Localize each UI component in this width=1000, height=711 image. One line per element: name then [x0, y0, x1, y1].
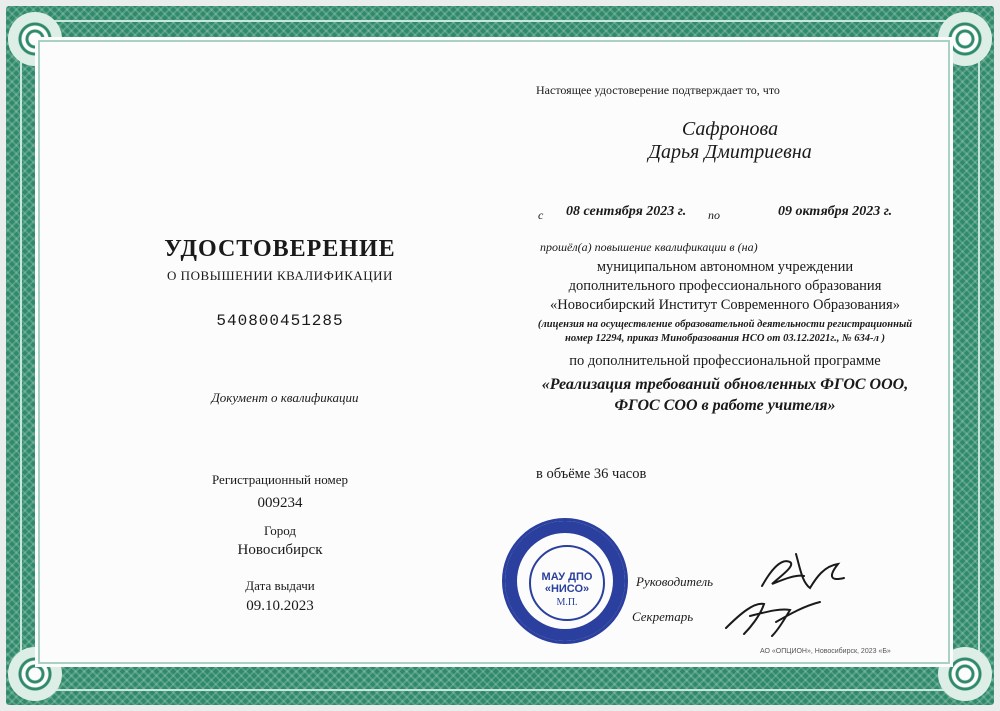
period-to-label: по: [708, 208, 720, 222]
official-stamp: [502, 518, 628, 644]
intro-text: Настоящее удостоверение подтверждает то, что: [536, 83, 780, 97]
period-from-label: с: [538, 208, 544, 222]
organization-line: дополнительного профессионального образования: [568, 278, 882, 294]
organization-line: муниципальном автономном учреждении: [596, 259, 854, 275]
period-to-date: 09 октября 2023 г.: [778, 204, 893, 219]
city-value: Новосибирск: [237, 542, 323, 558]
passed-training-text: прошёл(а) повышение квалификации в (на): [540, 240, 758, 254]
stamp-inner-circle: [529, 545, 605, 621]
period-from-date: 08 сентября 2023 г.: [566, 204, 687, 219]
program-title: «Реализация требований обновленных ФГОС ООО,: [541, 376, 909, 393]
stamp-org-name: МАУ ДПО «НИСО»: [541, 571, 593, 595]
director-signature: [752, 548, 852, 598]
program-title: ФГОС СОО в работе учителя»: [614, 397, 836, 414]
printer-footer: АО «ОПЦИОН», Новосибирск, 2023 «Б»: [760, 648, 891, 655]
program-label: по дополнительной профессиональной программе: [569, 353, 881, 369]
holder-surname: Сафронова: [681, 118, 779, 140]
stamp-mp: М.П.: [556, 597, 578, 608]
certificate-number: 540800451285: [216, 312, 344, 330]
certificate-title: УДОСТОВЕРЕНИЕ: [164, 236, 396, 262]
issue-date-value: 09.10.2023: [246, 598, 314, 614]
certificate-subtitle: О ПОВЫШЕНИИ КВАЛИФИКАЦИИ: [167, 268, 393, 283]
course-hours: в объёме 36 часов: [536, 466, 647, 482]
document-type: Документ о квалификации: [211, 390, 359, 405]
license-line: (лицензия на осуществление образовательной деятельности регистрационный: [537, 319, 913, 330]
secretary-label: Секретарь: [632, 609, 694, 624]
issue-date-label: Дата выдачи: [245, 578, 315, 593]
registration-label: Регистрационный номер: [212, 472, 348, 487]
secretary-signature: [720, 594, 830, 640]
city-label: Город: [263, 523, 297, 538]
organization-name: «Новосибирский Институт Современного Образования»: [550, 297, 900, 313]
registration-number: 009234: [257, 495, 303, 511]
license-line: номер 12294, приказ Минобразования НСО от 03.12.2021г., № 634-л ): [565, 333, 885, 344]
holder-given-names: Дарья Дмитриевна: [648, 141, 812, 163]
director-label: Руководитель: [636, 574, 714, 589]
